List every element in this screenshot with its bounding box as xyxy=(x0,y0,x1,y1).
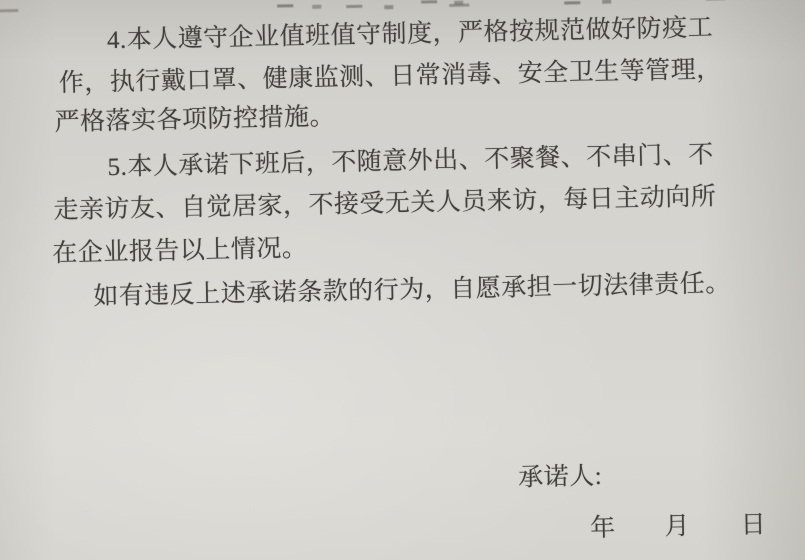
clause-4-line-2: 作，执行戴口罩、健康监测、日常消毒、安全卫生等管理， xyxy=(58,56,722,98)
date-year-label: 年 xyxy=(589,514,617,543)
clause-5-line-2: 走亲访友、自觉居家，不接受无关人员来访，每日主动向所 xyxy=(53,183,717,225)
liability-statement-line: 如有违反上述承诺条款的行为，自愿承担一切法律责任。 xyxy=(93,270,731,311)
signer-label: 承诺人: xyxy=(517,462,603,492)
date-day-label: 日 xyxy=(740,511,767,539)
date-month-label: 月 xyxy=(664,513,691,541)
clause-4-line-3: 严格落实各项防控措施。 xyxy=(54,103,336,137)
clause-5-line-3: 在企业报告以上情况。 xyxy=(52,234,308,268)
date-line xyxy=(590,504,767,544)
clause-4-line-1: 4.本人遵守企业值班值守制度，严格按规范做好防疫工 xyxy=(106,14,714,55)
clause-5-line-1: 5.本人承诺下班后，不随意外出、不聚餐、不串门、不 xyxy=(107,141,714,182)
